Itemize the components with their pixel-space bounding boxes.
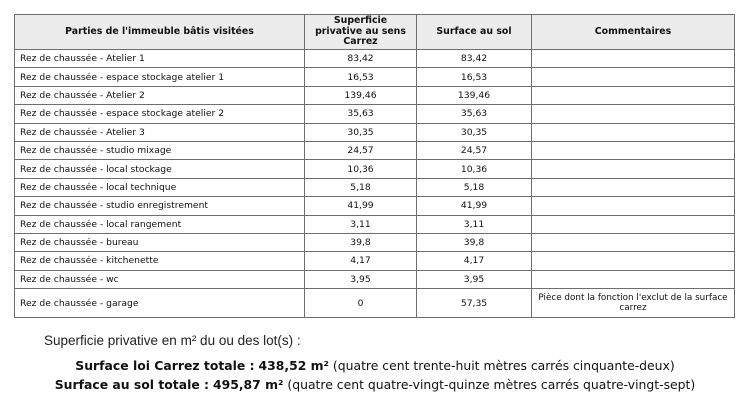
- cell-carrez: 5,18: [305, 178, 417, 196]
- cell-comment: [532, 160, 735, 178]
- cell-carrez: 16,53: [305, 68, 417, 86]
- cell-carrez: 30,35: [305, 123, 417, 141]
- cell-carrez: 139,46: [305, 86, 417, 104]
- cell-part: Rez de chaussée - Atelier 3: [15, 123, 305, 141]
- table-row: [15, 86, 735, 104]
- summary-intro: Superficie privative en m² du ou des lot(s) :: [44, 333, 301, 348]
- cell-comment: [532, 123, 735, 141]
- cell-sol: 57,35: [417, 289, 532, 318]
- cell-part: Rez de chaussée - garage: [15, 289, 305, 318]
- table-row: [15, 178, 735, 196]
- cell-sol: 5,18: [417, 178, 532, 196]
- table-row: [15, 160, 735, 178]
- table-header-row: [15, 15, 735, 50]
- cell-part: Rez de chaussée - local rangement: [15, 215, 305, 233]
- cell-carrez: 24,57: [305, 141, 417, 159]
- cell-carrez: 0: [305, 289, 417, 318]
- carrez-total-value: 438,52 m²: [258, 358, 329, 373]
- cell-carrez: 10,36: [305, 160, 417, 178]
- carrez-total-label: Surface loi Carrez totale :: [75, 358, 255, 373]
- table-row: [15, 68, 735, 86]
- cell-comment: [532, 215, 735, 233]
- sol-total-label: Surface au sol totale :: [54, 377, 210, 392]
- cell-carrez: 3,11: [305, 215, 417, 233]
- cell-comment: [532, 141, 735, 159]
- carrez-total-words: (quatre cent trente-huit mètres carrés cinquante-deux): [332, 358, 675, 373]
- cell-comment: [532, 68, 735, 86]
- table-body: [15, 50, 735, 318]
- cell-comment: Pièce dont la fonction l'exclut de la surface carrez: [532, 289, 735, 318]
- table-row: [15, 141, 735, 159]
- header-carrez: Superficie privative au sens Carrez: [305, 15, 417, 50]
- cell-part: Rez de chaussée - Atelier 2: [15, 86, 305, 104]
- cell-part: Rez de chaussée - Atelier 1: [15, 50, 305, 68]
- cell-sol: 3,95: [417, 270, 532, 288]
- cell-sol: 3,11: [417, 215, 532, 233]
- table-row: [15, 233, 735, 251]
- cell-part: Rez de chaussée - kitchenette: [15, 252, 305, 270]
- cell-comment: [532, 252, 735, 270]
- table-row: [15, 270, 735, 288]
- cell-carrez: 3,95: [305, 270, 417, 288]
- cell-part: Rez de chaussée - bureau: [15, 233, 305, 251]
- table-row: [15, 252, 735, 270]
- cell-part: Rez de chaussée - espace stockage atelier 2: [15, 105, 305, 123]
- cell-sol: 4,17: [417, 252, 532, 270]
- cell-comment: [532, 105, 735, 123]
- surface-table-container: [14, 14, 734, 318]
- table-row: [15, 197, 735, 215]
- header-comment: Commentaires: [532, 15, 735, 50]
- cell-sol: 39,8: [417, 233, 532, 251]
- cell-part: Rez de chaussée - espace stockage atelier 1: [15, 68, 305, 86]
- cell-part: Rez de chaussée - wc: [15, 270, 305, 288]
- cell-part: Rez de chaussée - local stockage: [15, 160, 305, 178]
- cell-sol: 35,63: [417, 105, 532, 123]
- header-part: Parties de l'immeuble bâtis visitées: [15, 15, 305, 50]
- cell-part: Rez de chaussée - studio enregistrement: [15, 197, 305, 215]
- cell-carrez: 41,99: [305, 197, 417, 215]
- header-sol: Surface au sol: [417, 15, 532, 50]
- totals-block: [0, 356, 750, 394]
- sol-total-words: (quatre cent quatre-vingt-quinze mètres carrés quatre-vingt-sept): [287, 377, 696, 392]
- cell-comment: [532, 86, 735, 104]
- table-row: [15, 215, 735, 233]
- cell-carrez: 39,8: [305, 233, 417, 251]
- table-row: [15, 50, 735, 68]
- cell-carrez: 4,17: [305, 252, 417, 270]
- cell-sol: 24,57: [417, 141, 532, 159]
- cell-comment: [532, 50, 735, 68]
- surface-table: [14, 14, 735, 318]
- cell-comment: [532, 270, 735, 288]
- cell-sol: 16,53: [417, 68, 532, 86]
- cell-sol: 139,46: [417, 86, 532, 104]
- cell-part: Rez de chaussée - studio mixage: [15, 141, 305, 159]
- cell-comment: [532, 178, 735, 196]
- table-row: [15, 123, 735, 141]
- carrez-total-line: [0, 356, 750, 375]
- table-row: [15, 105, 735, 123]
- cell-sol: 41,99: [417, 197, 532, 215]
- table-row: [15, 289, 735, 318]
- cell-sol: 83,42: [417, 50, 532, 68]
- cell-sol: 10,36: [417, 160, 532, 178]
- cell-sol: 30,35: [417, 123, 532, 141]
- cell-carrez: 83,42: [305, 50, 417, 68]
- cell-comment: [532, 197, 735, 215]
- cell-comment: [532, 233, 735, 251]
- sol-total-line: [0, 375, 750, 394]
- cell-part: Rez de chaussée - local technique: [15, 178, 305, 196]
- sol-total-value: 495,87 m²: [212, 377, 284, 392]
- cell-carrez: 35,63: [305, 105, 417, 123]
